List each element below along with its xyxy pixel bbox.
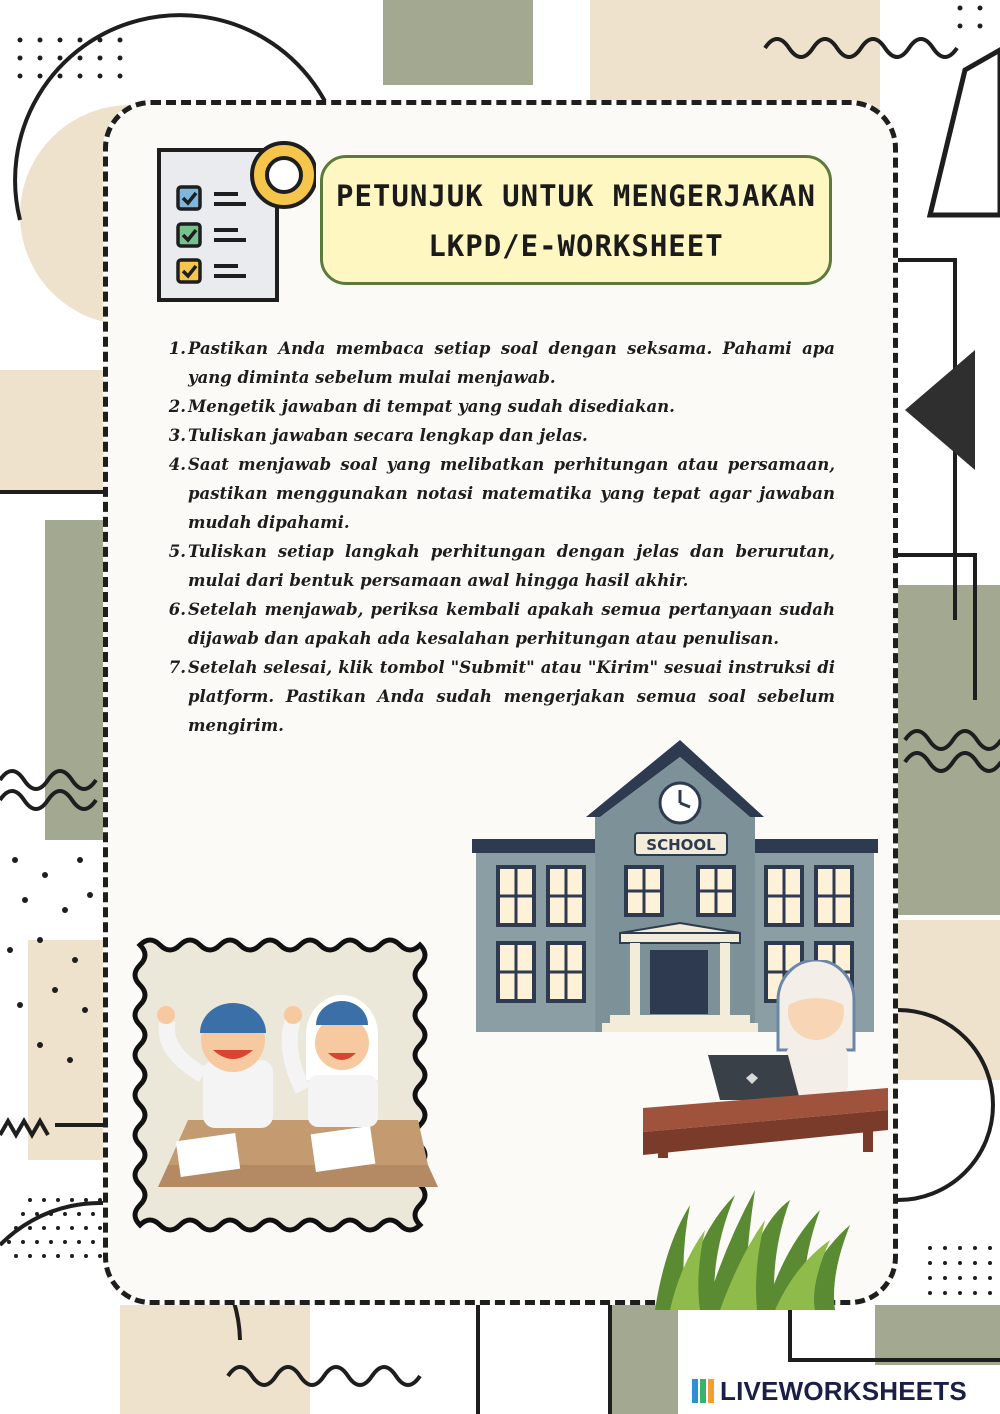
instruction-number: 3. [168,426,186,445]
instruction-text: Tuliskan setiap langkah perhitungan dengan jelas dan berurutan, mulai dari bentuk persamaan awal hingga hasil akhir. [188,542,835,590]
page-title-line-2: LKPD/E-WORKSHEET [428,229,724,263]
students-raising-hands-illustration [128,925,458,1255]
instruction-item [165,421,835,450]
instruction-text: Saat menjawab soal yang melibatkan perhitungan atau persamaan, pastikan menggunakan notasi matematika yang tepat agar jawaban mudah dipahami. [188,455,835,532]
instruction-text: Pastikan Anda membaca setiap soal dengan seksama. Pahami apa yang diminta sebelum mulai menjawab. [188,339,835,387]
liveworksheets-logo-icon [692,1377,716,1405]
instruction-number: 4. [168,455,186,474]
page-title-line-1: PETUNJUK UNTUK MENGERJAKAN [336,179,816,213]
instruction-item [165,537,835,595]
liveworksheets-brand-text: LIVEWORKSHEETS [720,1375,967,1406]
instruction-list [165,334,835,740]
school-sign-text: SCHOOL [646,836,716,854]
instruction-item [165,595,835,653]
instruction-text: Setelah menjawab, periksa kembali apakah semua pertanyaan sudah dijawab dan apakah ada kesalahan perhitungan atau penulisan. [188,600,835,648]
liveworksheets-logo[interactable] [692,1374,967,1408]
instruction-number: 1. [168,339,186,358]
instruction-item [165,653,835,740]
instruction-text: Tuliskan jawaban secara lengkap dan jelas. [188,426,588,445]
instruction-item [165,450,835,537]
instruction-number: 6. [168,600,186,619]
instruction-number: 5. [168,542,186,561]
girl-with-laptop-illustration [638,960,893,1160]
title-banner [320,155,832,285]
instruction-item [165,392,835,421]
instruction-number: 2. [168,397,186,416]
instruction-text: Mengetik jawaban di tempat yang sudah disediakan. [188,397,675,416]
instruction-text: Setelah selesai, klik tombol "Submit" atau "Kirim" sesuai instruksi di platform. Pastikan Anda sudah mengerjakan semua soal sebelum mengirim. [188,658,835,735]
grass-illustration [645,1185,860,1310]
instruction-number: 7. [168,658,186,677]
checklist-gear-icon [156,130,316,305]
instruction-item [165,334,835,392]
